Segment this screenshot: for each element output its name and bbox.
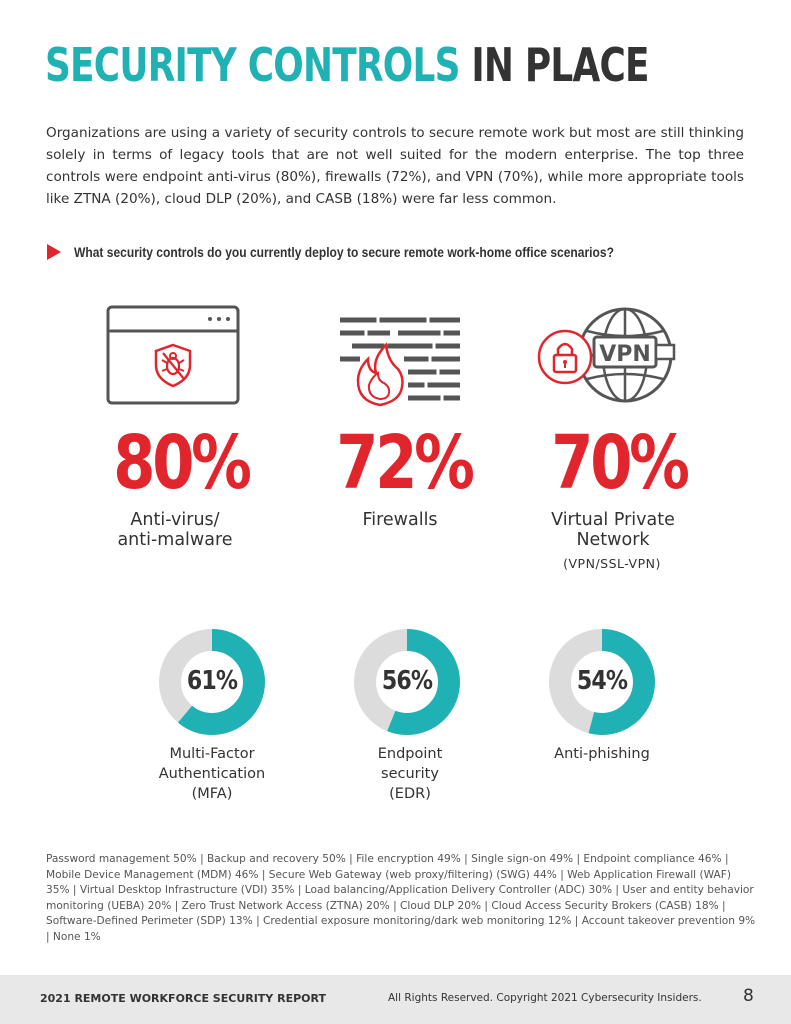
- antiphishing-label: Anti-phishing: [554, 746, 650, 762]
- mfa-label-line1: Multi-Factor: [169, 746, 255, 762]
- edr-label-line1: Endpoint: [377, 746, 443, 762]
- edr-label-line2: security: [381, 766, 439, 782]
- antivirus-percent: 80%: [113, 420, 249, 506]
- firewalls-percent: 72%: [336, 420, 472, 506]
- page-title-rest: IN PLACE: [471, 38, 649, 92]
- page-title: [45, 38, 649, 92]
- antivirus-label-line1: Anti-virus/: [130, 510, 220, 530]
- intro-paragraph: Organizations are using a variety of security controls to secure remote work but most are still thinking solely in terms of legacy tools that are not well suited for the modern enterprise. The top three controls were endpoint anti-virus (80%), firewalls (72%), and VPN (70%), while more appropriate tools like ZTNA (20%), cloud DLP (20%), and CASB (18%) were far less common.: [46, 125, 744, 207]
- vpn-sublabel: (VPN/SSL-VPN): [563, 556, 661, 571]
- browser-bug-shield-icon: [106, 305, 240, 405]
- page-number: 8: [743, 986, 754, 1006]
- svg-text:VPN: VPN: [599, 342, 651, 367]
- page-footer: [0, 975, 791, 1024]
- page-title-accent: SECURITY CONTROLS: [45, 38, 460, 92]
- edr-label-line3: (EDR): [389, 786, 431, 802]
- other-controls-list: Password management 50% | Backup and recovery 50% | File encryption 49% | Single sign-on 49% | Endpoint compliance 46% | Mobile Device Management (MDM) 46% | Secure Web Gateway (web proxy/filtering) (SWG) 44% | Web Application Firewall (WAF) 35% | Virtual Desktop Infrastructure (VDI) 35% | Load balancing/Application Delivery Controller (ADC) 30% | User and entity behavior monitoring (UEBA) 20% | Zero Trust Network Access (ZTNA) 20% | Cloud DLP 20% | Cloud Access Security Brokers (CASB) 18% | Software-Defined Perimeter (SDP) 13% | Credential exposure monitoring/dark web monitoring 12% | Account takeover prevention 9% | None 1%: [46, 853, 756, 943]
- firewall-icon: [338, 315, 462, 407]
- survey-question-text: What security controls do you currently deploy to secure remote work-home office scenarios?: [74, 244, 614, 260]
- vpn-percent: 70%: [551, 420, 687, 506]
- footer-report-title: 2021 REMOTE WORKFORCE SECURITY REPORT: [40, 992, 326, 1005]
- footer-copyright: All Rights Reserved. Copyright 2021 Cybersecurity Insiders.: [388, 992, 702, 1004]
- mfa-label-line3: (MFA): [191, 786, 233, 802]
- vpn-label-line2: Network: [576, 530, 650, 550]
- firewalls-label: Firewalls: [362, 510, 438, 530]
- mfa-label-line2: Authentication: [158, 766, 266, 782]
- antiphishing-percent: 54%: [576, 666, 628, 696]
- play-arrow-icon: [47, 244, 61, 260]
- vpn-label-line1: Virtual Private: [551, 510, 675, 530]
- edr-percent: 56%: [381, 666, 433, 696]
- survey-question: [47, 244, 702, 260]
- vpn-globe-lock-icon: [537, 305, 679, 407]
- antivirus-label-line2: anti-malware: [117, 530, 233, 550]
- mfa-percent: 61%: [186, 666, 238, 696]
